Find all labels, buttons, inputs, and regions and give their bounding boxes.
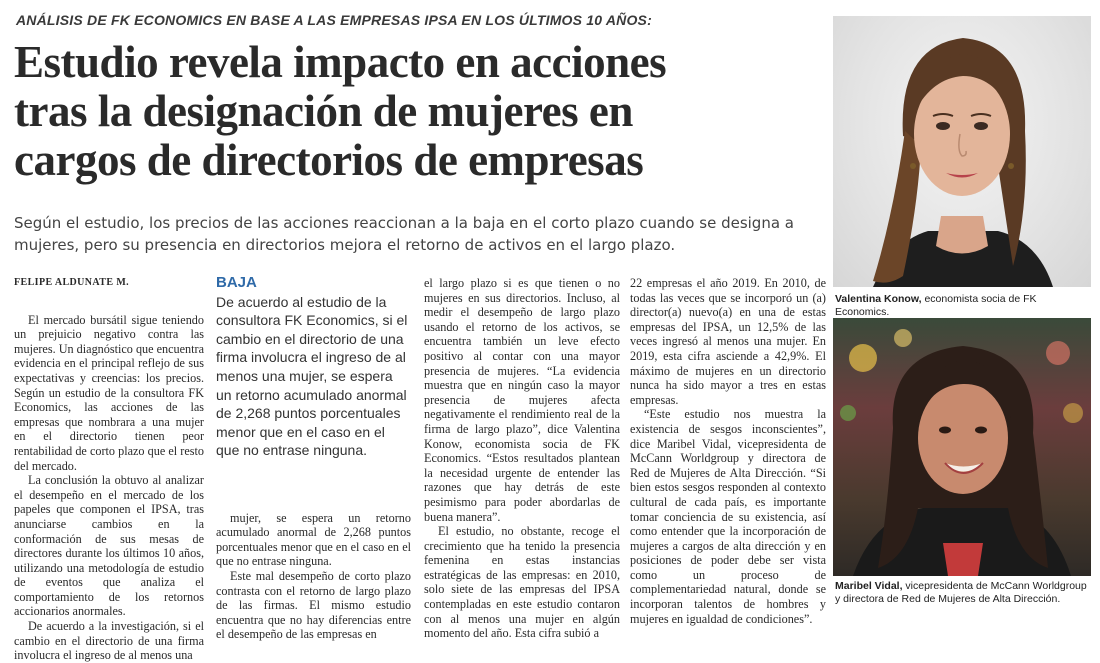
article-column-2 [216, 276, 411, 642]
paragraph: El mercado bursátil sigue teniendo un prejuicio negativo contra las mujeres. Un diagnóstico que encuentra evidencia en el principal reflejo de sus expectativas y creencias: los precios. Según un estudio de la consultora FK Economics, las acciones de las empresas que nombrara a una mujer en el directorio tienen peor rentabilidad de corto plazo que el resto del mercado. [14, 312, 204, 473]
photo-maribel-vidal [833, 318, 1091, 576]
portrait-illustration [833, 16, 1091, 287]
paragraph: La conclusión la obtuvo al analizar el desempeño en el mercado de los papeles que componen el IPSA, tras anunciarse cambios en la conformación de sus mesas de directores durante los últimos 10 años, utilizando una metodología de estudio de eventos que analiza el comportamiento de los retornos accionarios anormales. [14, 473, 204, 619]
headline-line: Estudio revela impacto en acciones [14, 37, 667, 87]
paragraph: mujer, se espera un retorno acumulado anormal de 2,268 puntos porcentuales menor que en el caso en el que no entrase ninguna. [216, 510, 411, 569]
byline: FELIPE ALDUNATE M. [14, 277, 130, 288]
deck: Según el estudio, los precios de las acciones reaccionan a la baja en el corto plazo cuando se designa a mujeres, pero su presencia en directorios mejora el retorno de activos en el largo plazo. [14, 214, 794, 254]
headline-line: tras la designación de mujeres en [14, 86, 633, 136]
article-column-3 [424, 276, 620, 641]
photo-caption-vidal [835, 580, 1093, 606]
caption-name: Maribel Vidal, [835, 580, 903, 592]
sidebar-body: De acuerdo al estudio de la consultora FK Economics, si el cambio en el directorio de una firma involucra el ingreso de al menos una mujer, se espera un retorno acumulado anormal de 2,268 puntos porcentuales menor que en el caso en el que no entrase ninguna. [216, 293, 408, 459]
paragraph: Este mal desempeño de corto plazo contrasta con el retorno de largo plazo de las firmas. El mismo estudio encuentra que no hay diferencias entre el desempeño de las empresas en [216, 568, 411, 642]
portrait-illustration [833, 318, 1091, 576]
paragraph: El estudio, no obstante, recoge el crecimiento que ha tenido la presencia femenina en estas instancias estratégicas de las empresas: en 2010, solo siete de las empresas del IPSA contempladas en este estudio contaron con al menos una mujer en algún momento del año. Esta cifra subió a [424, 524, 620, 641]
article-column-1 [14, 276, 204, 663]
headline-line: cargos de directorios de empresas [14, 135, 644, 185]
caption-name: Valentina Konow, [835, 293, 922, 305]
paragraph: De acuerdo a la investigación, si el cambio en el directorio de una firma involucra el ingreso de al menos una [14, 619, 204, 663]
paragraph: “Este estudio nos muestra la existencia de sesgos inconscientes”, dice Maribel Vidal, vicepresidenta de McCann Worldgroup y directora de Red de Mujeres de Alta Dirección. “Si bien estos sesgos responden al contexto cultural de cada país, es importante tomar conciencia de su existencia, así como entender que la incorporación de mujeres a cargos de alta dirección y en posiciones de poder debe ser vista como un proceso de complementariedad natural, donde se incorporan talentos de hombres y mujeres en igualdad de condiciones”. [630, 407, 826, 626]
photo-caption-konow [835, 293, 1093, 319]
paragraph: 22 empresas el año 2019. En 2010, de todas las veces que se incorporó un (a) director(a) nuevo(a) en una de estas empresas del IPSA, un 12,5% de las veces ingresó al menos una mujer. En 2019, esta cifra asciende a 42,9%. El máximo de mujeres en un directorio nunca ha sido mayor a tres en estas empresas. [630, 276, 826, 407]
paragraph: el largo plazo si es que tienen o no mujeres en sus directorios. Incluso, al medir el desempeño de largo plazo usando el retorno de los activos, se encuentra también un leve efecto positivo al contar con una mayor presencia de mujeres. “La evidencia muestra que en ningún caso la mayor presencia de mujeres afecta negativamente el rendimiento real de la firma de largo plazo”, dice Valentina Konow, economista socia de FK Economics. “Estos resultados plantean la necesidad urgente de entender las razones que hay detrás de este pesimismo para poder abordarlas de buena manera”. [424, 276, 620, 524]
caption-role: vicepresidenta de McCann Worldgroup y directora de Red de Mujeres de Alta Dirección. [835, 580, 1087, 605]
photo-valentina-konow [833, 16, 1091, 287]
caption-role: economista socia de FK Economics. [835, 293, 1037, 318]
kicker: ANÁLISIS DE FK ECONOMICS EN BASE A LAS EMPRESAS IPSA EN LOS ÚLTIMOS 10 AÑOS: [16, 12, 652, 28]
headline [14, 38, 824, 185]
sidebar-title: BAJA [216, 274, 257, 291]
article-column-4 [630, 276, 826, 626]
